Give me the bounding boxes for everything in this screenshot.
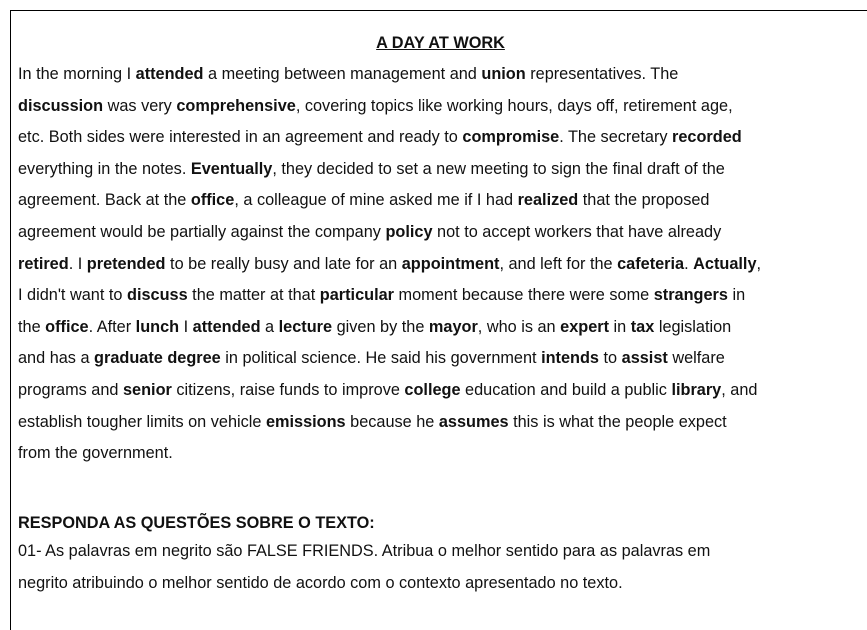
- paragraph-line: [18, 185, 863, 217]
- paragraph-text: . I: [68, 254, 87, 273]
- page-title: A DAY AT WORK: [376, 34, 505, 52]
- paragraph-line: [18, 154, 863, 186]
- paragraph-text: ,: [756, 254, 762, 273]
- paragraph-text: a meeting between management and: [203, 65, 482, 83]
- paragraph-text: citizens, raise funds to improve: [171, 380, 405, 399]
- false-friend-word: attended: [192, 317, 261, 336]
- paragraph-text: everything in the notes.: [18, 159, 191, 178]
- story-paragraph: [18, 59, 863, 470]
- question-line: negrito atribuindo o melhor sentido de acordo com o contexto apresentado no texto.: [18, 573, 623, 592]
- paragraph-text: , they decided to set a new meeting to sign the final draft of the: [272, 159, 725, 178]
- paragraph-text: , who is an: [477, 317, 561, 336]
- paragraph-text: I: [179, 317, 193, 336]
- false-friend-word: appointment: [401, 254, 500, 273]
- paragraph-text: legislation: [654, 317, 732, 336]
- false-friend-word: lunch: [135, 317, 180, 336]
- false-friend-word: cafeteria: [617, 254, 685, 273]
- false-friend-word: compromise: [462, 128, 560, 147]
- false-friend-word: senior: [122, 380, 172, 399]
- paragraph-text: I didn't want to: [18, 286, 128, 305]
- paragraph-text: in political science. He said his government: [220, 349, 542, 368]
- false-friend-word: tax: [630, 317, 655, 336]
- paragraph-text: to be really busy and late for an: [165, 254, 402, 273]
- false-friend-word: policy: [385, 222, 433, 241]
- false-friend-word: union: [481, 65, 526, 83]
- false-friend-word: particular: [319, 286, 394, 305]
- false-friend-word: pretended: [86, 254, 166, 273]
- paragraph-text: establish tougher limits on vehicle: [18, 412, 266, 431]
- false-friend-word: college: [404, 380, 461, 399]
- paragraph-line: [18, 280, 863, 312]
- paragraph-line: [18, 91, 863, 123]
- false-friend-word: intends: [541, 349, 599, 368]
- paragraph-text: education and build a public: [460, 380, 672, 399]
- paragraph-text: . The secretary: [559, 128, 673, 147]
- false-friend-word: graduate degree: [94, 349, 221, 368]
- document: [18, 28, 863, 592]
- paragraph-text: , and left for the: [499, 254, 618, 273]
- false-friend-word: discussion: [18, 96, 104, 115]
- question-1: [18, 536, 710, 599]
- questions-heading: RESPONDA AS QUESTÕES SOBRE O TEXTO:: [18, 514, 375, 532]
- paragraph-text: moment because there were some: [394, 286, 654, 305]
- false-friend-word: discuss: [127, 286, 188, 305]
- paragraph-text: welfare: [667, 349, 725, 368]
- paragraph-text: given by the: [332, 317, 429, 336]
- false-friend-word: Actually: [693, 254, 757, 273]
- paragraph-text: , and: [721, 380, 758, 399]
- paragraph-text: to: [599, 349, 622, 368]
- question-line: 01- As palavras em negrito são FALSE FRIENDS. Atribua o melhor sentido para as palavras em: [18, 542, 711, 560]
- paragraph-text: in: [727, 286, 746, 305]
- paragraph-text: the matter at that: [187, 286, 320, 305]
- false-friend-word: emissions: [265, 412, 346, 431]
- paragraph-line: [18, 375, 863, 407]
- false-friend-word: recorded: [672, 128, 742, 147]
- paragraph-text: not to accept workers that have already: [432, 222, 722, 241]
- false-friend-word: mayor: [428, 317, 478, 336]
- paragraph-line: [18, 59, 863, 91]
- paragraph-text: from the government.: [18, 444, 173, 463]
- paragraph-text: and has a: [18, 349, 95, 368]
- false-friend-word: attended: [135, 65, 204, 83]
- paragraph-text: etc. Both sides were interested in an agreement and ready to: [18, 128, 463, 147]
- paragraph-line: [18, 343, 863, 375]
- paragraph-text: in: [609, 317, 631, 336]
- paragraph-text: that the proposed: [578, 191, 710, 210]
- false-friend-word: expert: [560, 317, 610, 336]
- false-friend-word: library: [671, 380, 722, 399]
- false-friend-word: office: [190, 191, 235, 210]
- false-friend-word: office: [45, 317, 89, 336]
- paragraph-line: [18, 438, 863, 470]
- paragraph-line: [18, 217, 863, 249]
- paragraph-text: . After: [88, 317, 136, 336]
- paragraph-text: In the morning I: [18, 65, 136, 83]
- paragraph-line: [18, 122, 863, 154]
- paragraph-text: representatives. The: [525, 65, 679, 83]
- paragraph-text: agreement would be partially against the company: [18, 222, 386, 241]
- paragraph-text: programs and: [18, 380, 123, 399]
- paragraph-text: because he: [345, 412, 439, 431]
- false-friend-word: comprehensive: [176, 96, 296, 115]
- paragraph-text: this is what the people expect: [508, 412, 727, 431]
- false-friend-word: strangers: [653, 286, 728, 305]
- paragraph-text: a: [260, 317, 279, 336]
- paragraph-text: was very: [103, 96, 177, 115]
- false-friend-word: retired: [18, 254, 69, 273]
- paragraph-line: [18, 249, 863, 281]
- paragraph-line: [18, 312, 863, 344]
- paragraph-text: .: [684, 254, 694, 273]
- paragraph-line: [18, 407, 863, 439]
- false-friend-word: Eventually: [190, 159, 273, 178]
- paragraph-text: agreement. Back at the: [18, 191, 191, 210]
- paragraph-text: , a colleague of mine asked me if I had: [234, 191, 518, 210]
- false-friend-word: assist: [621, 349, 668, 368]
- false-friend-word: realized: [517, 191, 579, 210]
- false-friend-word: lecture: [278, 317, 333, 336]
- false-friend-word: assumes: [438, 412, 509, 431]
- paragraph-text: , covering topics like working hours, days off, retirement age,: [295, 96, 733, 115]
- paragraph-text: the: [18, 317, 46, 336]
